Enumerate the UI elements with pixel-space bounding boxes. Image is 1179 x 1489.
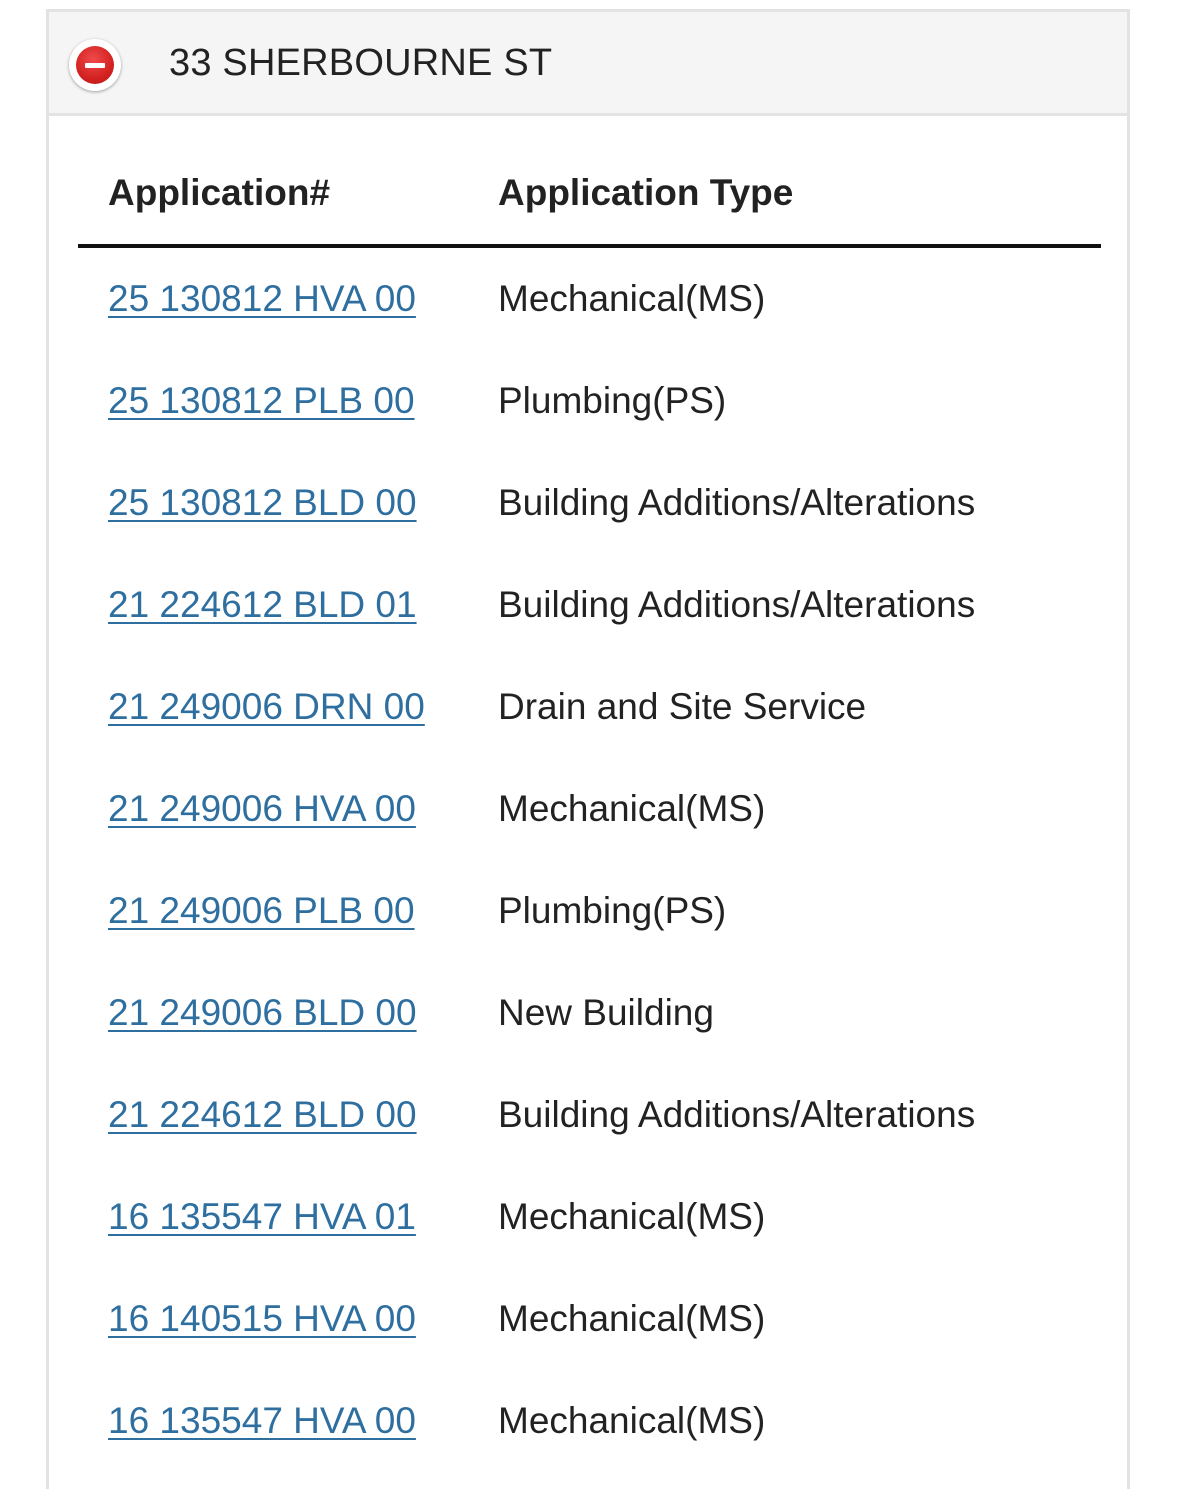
application-number-link[interactable]: 16 135547 HVA 00 [108, 1400, 416, 1441]
table-row [78, 350, 1101, 452]
address-panel [46, 9, 1130, 1489]
application-number-cell [78, 758, 498, 860]
application-number-cell [78, 1064, 498, 1166]
table-row [78, 246, 1101, 350]
application-number-cell [78, 452, 498, 554]
table-row [78, 1166, 1101, 1268]
application-type-cell: Mechanical(MS) [498, 1196, 766, 1237]
application-type-cell: Mechanical(MS) [498, 1298, 766, 1339]
application-number-link[interactable]: 25 130812 BLD 00 [108, 482, 417, 523]
panel-header[interactable] [49, 12, 1127, 116]
application-number-link[interactable]: 16 140515 HVA 00 [108, 1298, 416, 1339]
application-number-link[interactable]: 21 224612 BLD 00 [108, 1094, 417, 1135]
application-number-link[interactable]: 21 249006 BLD 00 [108, 992, 417, 1033]
header-application-number: Application# [78, 142, 498, 246]
application-number-cell [78, 554, 498, 656]
table-row [78, 758, 1101, 860]
application-type-cell: Building Additions/Alterations [498, 482, 976, 523]
table-row [78, 452, 1101, 554]
application-number-link[interactable]: 21 249006 DRN 00 [108, 686, 425, 727]
table-header-row [78, 142, 1101, 246]
application-number-link[interactable]: 16 135547 HVA 01 [108, 1196, 416, 1237]
application-number-link[interactable]: 21 249006 HVA 00 [108, 788, 416, 829]
table-row [78, 554, 1101, 656]
application-type-cell: Mechanical(MS) [498, 1400, 766, 1441]
collapse-icon-fill [76, 46, 114, 84]
application-type-cell: Plumbing(PS) [498, 380, 727, 421]
application-number-cell [78, 246, 498, 350]
table-row [78, 656, 1101, 758]
table-row [78, 962, 1101, 1064]
application-type-cell: Plumbing(PS) [498, 890, 727, 931]
application-number-link[interactable]: 25 130812 HVA 00 [108, 278, 416, 319]
table-body [78, 246, 1101, 1472]
application-number-cell [78, 1166, 498, 1268]
application-type-cell: Mechanical(MS) [498, 788, 766, 829]
application-type-cell: Mechanical(MS) [498, 278, 766, 319]
application-number-cell [78, 656, 498, 758]
application-type-cell: Drain and Site Service [498, 686, 867, 727]
table-row [78, 860, 1101, 962]
application-type-cell: Building Additions/Alterations [498, 1094, 976, 1135]
application-number-link[interactable]: 21 249006 PLB 00 [108, 890, 415, 931]
minus-bar [85, 63, 105, 68]
application-type-cell: New Building [498, 992, 714, 1033]
table-row [78, 1268, 1101, 1370]
application-number-link[interactable]: 21 224612 BLD 01 [108, 584, 417, 625]
table-row [78, 1370, 1101, 1472]
table-row [78, 1064, 1101, 1166]
address-title: 33 SHERBOURNE ST [169, 42, 553, 84]
application-number-cell [78, 1268, 498, 1370]
application-number-cell [78, 350, 498, 452]
application-number-cell [78, 962, 498, 1064]
application-number-link[interactable]: 25 130812 PLB 00 [108, 380, 415, 421]
application-number-cell [78, 860, 498, 962]
application-type-cell: Building Additions/Alterations [498, 584, 976, 625]
header-application-type: Application Type [498, 142, 1101, 246]
application-number-cell [78, 1370, 498, 1472]
minus-circle-icon[interactable] [69, 39, 121, 91]
applications-table [78, 142, 1101, 1472]
